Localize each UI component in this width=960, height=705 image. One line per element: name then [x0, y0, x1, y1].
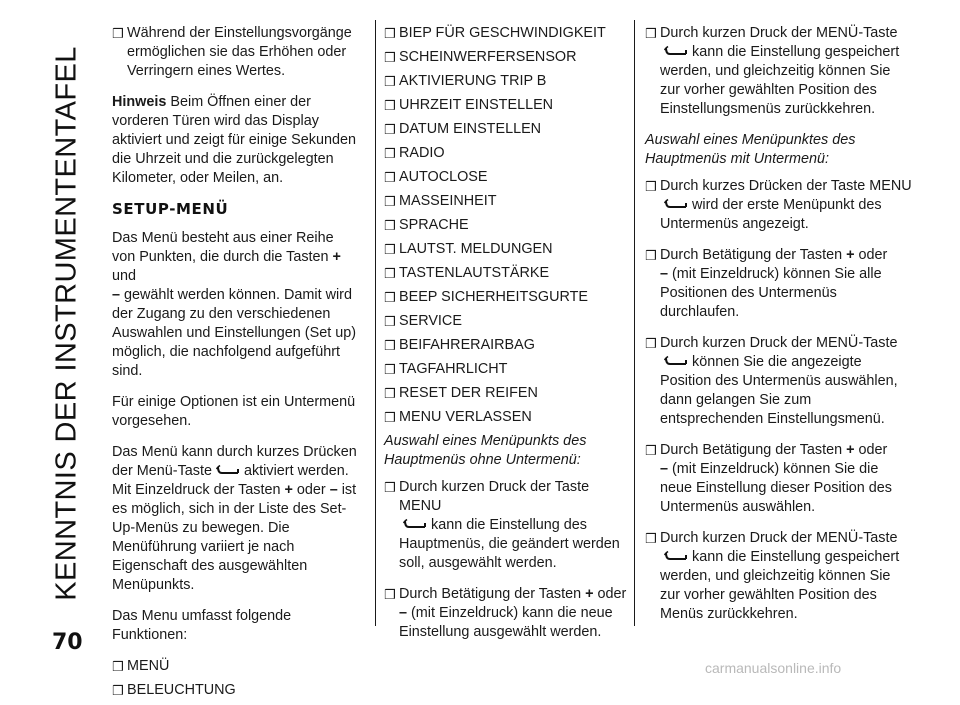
list-item: [384, 408, 630, 427]
text-span: +: [284, 482, 293, 498]
bullet-item: [384, 478, 630, 573]
plus-symbol: +: [332, 249, 341, 265]
checkbox-bullet: ❒: [384, 26, 396, 41]
checkbox-bullet: ❒: [645, 248, 657, 263]
checkbox-bullet: ❒: [384, 410, 396, 425]
text-span: Durch kurzen Druck der MENÜ-Taste: [660, 25, 898, 41]
list-item: [384, 264, 630, 283]
column-2: [384, 24, 630, 647]
bullet-text: [399, 478, 630, 573]
list-item-text: SCHEINWERFERSENSOR: [399, 49, 577, 65]
bullet-item: [645, 177, 913, 234]
list-item-text: SERVICE: [399, 313, 462, 329]
hinweis-text: Beim Öffnen einer der vorderen Türen wird das Display aktiviert und zeigt für einige Sekunden die Uhrzeit und die zurückgelegten Kilometer, oder Meilen, an.: [112, 94, 356, 186]
text-span: Durch kurzen Druck der MENÜ-Taste: [660, 530, 898, 546]
checkbox-bullet: ❒: [112, 26, 124, 41]
list-item: [384, 384, 630, 403]
list-item: [112, 681, 360, 700]
bullet-text: [660, 246, 913, 322]
list-item: [384, 96, 630, 115]
list-item-text: BEIFAHRERAIRBAG: [399, 337, 535, 353]
bullet-item: [384, 585, 630, 642]
checkbox-bullet: ❒: [384, 74, 396, 89]
list-item-text: BIEP FÜR GESCHWINDIGKEIT: [399, 25, 606, 41]
bullet-item: [645, 529, 913, 624]
text-span: (mit Einzeldruck) kann die neue Einstellung ausgewählt werden.: [399, 605, 613, 640]
list-item: [384, 240, 630, 259]
list-item: [384, 144, 630, 163]
checkbox-bullet: ❒: [384, 98, 396, 113]
list-item-text: BEEP SICHERHEITSGURTE: [399, 289, 588, 305]
menu-button-icon: [216, 464, 240, 476]
checkbox-bullet: ❒: [384, 194, 396, 209]
minus-symbol: –: [112, 287, 121, 303]
text-span: –: [329, 482, 338, 498]
text-span: +: [846, 247, 855, 263]
menu-button-icon: [664, 45, 688, 57]
bullet-text: Während der Einstellungsvorgänge ermöglichen sie das Erhöhen oder Verringern eines Wertes.: [127, 25, 352, 79]
checkbox-bullet: ❒: [645, 336, 657, 351]
checkbox-bullet: ❒: [384, 242, 396, 257]
list-item: [384, 168, 630, 187]
bullet-text: [660, 529, 913, 624]
list-item: [384, 336, 630, 355]
text-span: oder: [858, 442, 888, 458]
list-item-text: MENU VERLASSEN: [399, 409, 532, 425]
text-span: –: [660, 266, 669, 282]
text-span: oder: [597, 586, 627, 602]
bullet-text: MENÜ: [127, 658, 170, 674]
text-span: kann die Einstellung gespeichert werden, und gleichzeitig können Sie zur vorher gewählten Position des Einstellungsmenüs zurückkehren.: [660, 44, 900, 117]
text-span: –: [660, 461, 669, 477]
bullet-text: BELEUCHTUNG: [127, 682, 236, 698]
text-span: Durch kurzes Drücken der Taste MENU: [660, 178, 912, 194]
side-title-text: KENNTNIS DER INSTRUMENTENTAFEL: [50, 45, 83, 601]
checkbox-bullet: ❒: [384, 170, 396, 185]
italic-subheading: Auswahl eines Menüpunkts des Hauptmenüs ohne Untermenü:: [384, 433, 587, 468]
bullet-text: [660, 441, 913, 517]
paragraph: Das Menu umfasst folgende Funktionen:: [112, 608, 292, 643]
list-item-text: MASSEINHEIT: [399, 193, 497, 209]
list-item-text: DATUM EINSTELLEN: [399, 121, 542, 137]
paragraph: [112, 443, 360, 595]
watermark: carmanualsonline.info: [705, 660, 842, 676]
checkbox-bullet: ❒: [384, 362, 396, 377]
checkbox-bullet: ❒: [384, 338, 396, 353]
list-item: [384, 24, 630, 43]
checkbox-bullet: ❒: [384, 480, 396, 495]
bullet-item: [645, 334, 913, 429]
menu-button-icon: [664, 355, 688, 367]
column-3: [645, 24, 913, 629]
menu-item-list: [384, 24, 630, 427]
list-item-text: UHRZEIT EINSTELLEN: [399, 97, 554, 113]
list-item: [384, 48, 630, 67]
checkbox-bullet: ❒: [112, 683, 124, 698]
list-item-text: RADIO: [399, 145, 445, 161]
text-span: kann die Einstellung gespeichert werden, und gleichzeitig können Sie zur vorher gewählten Position des Menüs zurückkehren.: [660, 549, 900, 622]
section-heading: SETUP-MENÜ: [112, 200, 229, 218]
list-item-text: RESET DER REIFEN: [399, 385, 538, 401]
checkbox-bullet: ❒: [384, 146, 396, 161]
list-item-text: TAGFAHRLICHT: [399, 361, 508, 377]
checkbox-bullet: ❒: [384, 587, 396, 602]
column-1: [112, 24, 360, 705]
text-span: (mit Einzeldruck) können Sie alle Positionen des Untermenüs durchlaufen.: [660, 266, 882, 320]
column-divider-2: [634, 20, 635, 626]
list-item: [384, 216, 630, 235]
text-span: Durch Betätigung der Tasten: [660, 442, 843, 458]
text-span: Durch kurzen Druck der Taste MENU: [399, 479, 590, 514]
bullet-text: [660, 334, 913, 429]
list-item-text: AUTOCLOSE: [399, 169, 488, 185]
bullet-item: [645, 441, 913, 517]
bullet-item: [645, 246, 913, 322]
paragraph: [112, 229, 360, 381]
column-divider-1: [375, 20, 376, 626]
bullet-text: [660, 24, 913, 119]
text-span: Durch Betätigung der Tasten: [660, 247, 843, 263]
bullet-item: [112, 24, 360, 81]
bullet-text: [399, 585, 630, 642]
bullet-item: [645, 24, 913, 119]
checkbox-bullet: ❒: [645, 443, 657, 458]
checkbox-bullet: ❒: [112, 659, 124, 674]
italic-subheading: Auswahl eines Menüpunktes des Hauptmenüs mit Untermenü:: [645, 132, 856, 167]
list-item-text: AKTIVIERUNG TRIP B: [399, 73, 547, 89]
bullet-text: [660, 177, 913, 234]
text-span: können Sie die angezeigte Position des Untermenüs auswählen, dann gelangen Sie zum entsprechenden Einstellungsmenü.: [660, 354, 898, 427]
page-number: 70: [52, 630, 83, 655]
list-item: [384, 72, 630, 91]
list-item: [384, 312, 630, 331]
text-span: oder: [858, 247, 888, 263]
text-span: oder: [296, 482, 326, 498]
checkbox-bullet: ❒: [645, 531, 657, 546]
text-span: (mit Einzeldruck) können Sie die neue Einstellung dieser Position des Untermenüs auswählen.: [660, 461, 892, 515]
text-span: Das Menü kann durch kurzes Drücken der Menü-Taste: [112, 444, 357, 479]
hinweis-paragraph: [112, 93, 360, 188]
side-title: [44, 28, 90, 618]
paragraph: Für einige Optionen ist ein Untermenü vorgesehen.: [112, 394, 356, 429]
checkbox-bullet: ❒: [384, 290, 396, 305]
text-span: ist es möglich, sich in der Liste des Set-Up-Menüs zu bewegen. Die Menüführung variiert je nach Eigenschaft des ausgewählten Menüpunkts.: [112, 482, 357, 593]
text-span: Durch kurzen Druck der MENÜ-Taste: [660, 335, 898, 351]
checkbox-bullet: ❒: [645, 179, 657, 194]
text-span: Durch Betätigung der Tasten: [399, 586, 582, 602]
checkbox-bullet: ❒: [384, 266, 396, 281]
text-span: –: [399, 605, 408, 621]
text-span: +: [846, 442, 855, 458]
list-item: [112, 657, 360, 676]
checkbox-bullet: ❒: [384, 314, 396, 329]
list-item-text: SPRACHE: [399, 217, 469, 233]
text-span: gewählt werden können. Damit wird der Zugang zu den verschiedenen Auswahlen und Einstellungen (Set up) möglich, die nachfolgend aufgeführt sind.: [112, 287, 357, 379]
menu-button-icon: [664, 550, 688, 562]
checkbox-bullet: ❒: [384, 386, 396, 401]
text-span: kann die Einstellung des Hauptmenüs, die geändert werden soll, ausgewählt werden.: [399, 517, 620, 571]
text-span: wird der erste Menüpunkt des Untermenüs angezeigt.: [660, 197, 882, 232]
text-span: und: [112, 268, 137, 284]
list-item-text: LAUTST. MELDUNGEN: [399, 241, 553, 257]
checkbox-bullet: ❒: [384, 122, 396, 137]
checkbox-bullet: ❒: [384, 218, 396, 233]
menu-button-icon: [403, 518, 427, 530]
checkbox-bullet: ❒: [384, 50, 396, 65]
list-item: [384, 120, 630, 139]
text-span: aktiviert werden. Mit Einzeldruck der Tasten: [112, 463, 349, 498]
list-item-text: TASTENLAUTSTÄRKE: [399, 265, 550, 281]
checkbox-bullet: ❒: [645, 26, 657, 41]
list-item: [384, 288, 630, 307]
list-item: [384, 360, 630, 379]
list-item: [384, 192, 630, 211]
text-span: Das Menü besteht aus einer Reihe von Punkten, die durch die Tasten: [112, 230, 334, 265]
menu-button-icon: [664, 198, 688, 210]
text-span: +: [585, 586, 594, 602]
hinweis-label: Hinweis: [112, 94, 167, 110]
